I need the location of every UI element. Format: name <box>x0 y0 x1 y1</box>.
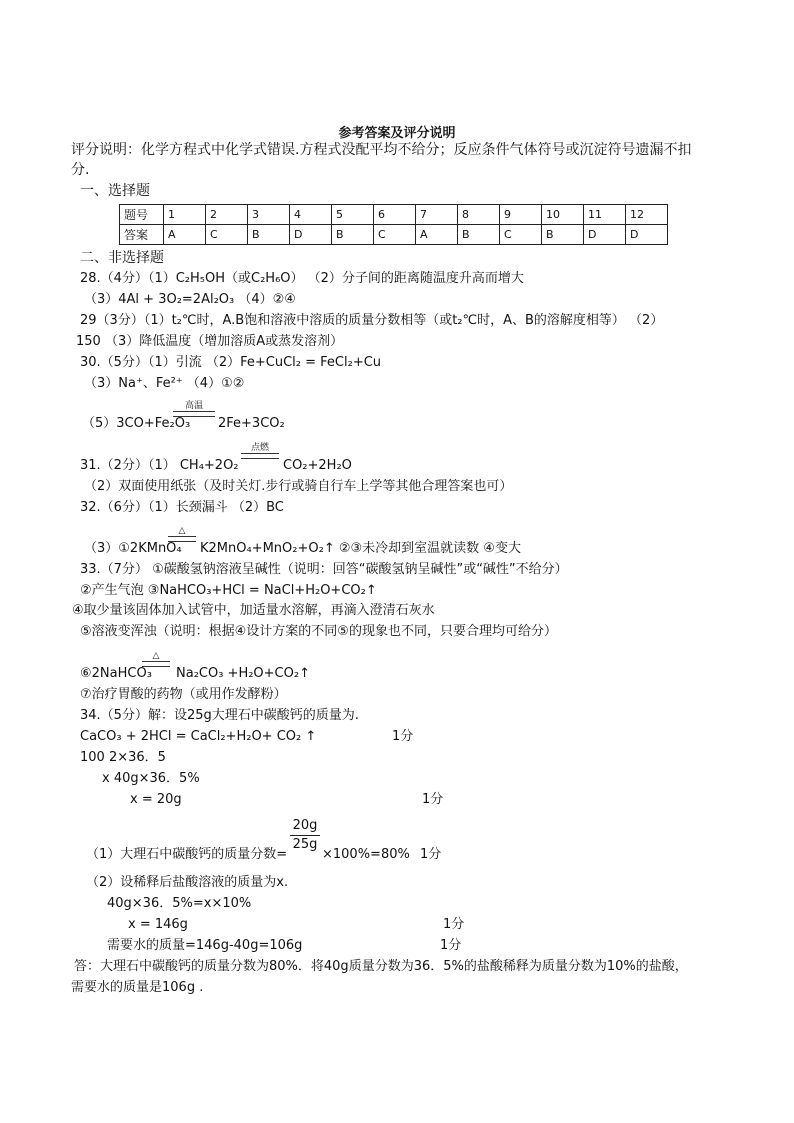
table-cell: C <box>206 225 248 245</box>
table-row-answers <box>120 225 668 245</box>
scoring-note-line2: 分. <box>71 162 90 178</box>
table-cell: D <box>584 225 626 245</box>
q34-equation: CaCO₃ + 2HCl = CaCl₂+H₂O+ CO₂ ↑ <box>80 729 317 744</box>
table-cell: D <box>290 225 332 245</box>
q34-ratio2: x 40g×36．5% <box>102 771 200 786</box>
q34-water: 需要水的质量=146g-40g=106g <box>107 938 303 953</box>
q29-line2: 150 （3）降低温度（增加溶质A或蒸发溶剂） <box>76 334 344 349</box>
q34-score3: 1分 <box>420 847 442 862</box>
q29-line1: 29（3分）（1）t₂℃时，A.B饱和溶液中溶质的质量分数相等（或t₂℃时，A、B的溶解度相等） （2） <box>80 313 664 328</box>
table-cell: 2 <box>206 205 248 225</box>
final-answer-line2: 需要水的质量是106g . <box>71 980 204 995</box>
q34-score1: 1分 <box>392 729 414 744</box>
q28-line1: 28.（4分）（1）C₂H₅OH（或C₂H₆O） （2）分子间的距离随温度升高而增大 <box>80 271 524 286</box>
table-cell: 12 <box>626 205 668 225</box>
section2-heading: 二、非选择题 <box>80 250 164 266</box>
q31-eq-right: CO₂+2H₂O <box>283 458 352 473</box>
q34-score5: 1分 <box>440 938 462 953</box>
table-cell: B <box>332 225 374 245</box>
q31-eq-left: 31.（2分）（1） CH₄+2O₂ <box>80 458 239 473</box>
q32-eq-left: （3）①2KMnO₄ <box>84 541 182 556</box>
q30-eq5-left: （5）3CO+Fe₂O₃ <box>82 416 191 431</box>
table-row-numbers <box>120 205 668 225</box>
fraction-denominator: 25g <box>292 837 318 852</box>
table-cell: 3 <box>248 205 290 225</box>
answer-table <box>119 204 668 245</box>
q33-eq-right: Na₂CO₃ +H₂O+CO₂↑ <box>176 666 310 681</box>
q33-line4: ⑤溶液变浑浊（说明：根据④设计方案的不同⑤的现象也不同，只要合理均可给分） <box>80 624 557 639</box>
table-cell: 7 <box>416 205 458 225</box>
q33-eq-left: ⑥2NaHCO₃ <box>80 666 152 681</box>
table-cell: C <box>500 225 542 245</box>
table-cell: B <box>542 225 584 245</box>
q31-condition-ignite: 点燃 <box>250 443 269 453</box>
q34-score2: 1分 <box>422 792 444 807</box>
q33-line6: ⑦治疗胃酸的药物（或用作发酵粉） <box>80 687 287 702</box>
final-answer-line1: 答：大理石中碳酸钙的质量分数为80%．将40g质量分数为36．5%的盐酸稀释为质量分数为10%的盐酸， <box>74 959 688 974</box>
table-cell: D <box>626 225 668 245</box>
table-cell: 5 <box>332 205 374 225</box>
q30-condition-high-temp: 高温 <box>184 401 203 411</box>
q34-score4: 1分 <box>443 917 465 932</box>
q34-part1-right: ×100%=80% <box>322 847 410 862</box>
scoring-note-line1: 评分说明：化学方程式中化学式错误.方程式没配平均不给分；反应条件气体符号或沉淀符号遗漏不扣 <box>71 142 692 158</box>
table-cell: B <box>458 225 500 245</box>
q28-line2: （3）4Al + 3O₂=2Al₂O₃ （4）②④ <box>84 292 296 307</box>
table-cell: 4 <box>290 205 332 225</box>
table-cell: 9 <box>500 205 542 225</box>
q30-line1: 30.（5分）（1）引流 （2）Fe+CuCl₂ = FeCl₂+Cu <box>80 355 382 370</box>
q33-line3: ④取少量该固体加入试管中，加适量水溶解，再滴入澄清石灰水 <box>72 603 435 618</box>
table-cell: 8 <box>458 205 500 225</box>
q34-eq2: 40g×36．5%=x×10% <box>107 896 252 911</box>
q33-condition-heat: △ <box>152 651 160 661</box>
q34-part2: （2）设稀释后盐酸溶液的质量为x. <box>86 875 289 890</box>
q34-ratio1: 100 2×36．5 <box>80 750 166 765</box>
table-cell: A <box>416 225 458 245</box>
table-cell: 11 <box>584 205 626 225</box>
table-cell: A <box>164 225 206 245</box>
q34-result2: x = 146g <box>128 917 188 932</box>
q34-part1-left: （1）大理石中碳酸钙的质量分数= <box>86 847 288 862</box>
table-cell: 10 <box>542 205 584 225</box>
fraction-line <box>290 835 320 836</box>
q33-line1: 33.（7分） ①碳酸氢钠溶液呈碱性（说明：回答“碳酸氢钠呈碱性”或“碱性”不给分） <box>80 562 568 577</box>
q33-line2: ②产生气泡 ③NaHCO₃+HCl = NaCl+H₂O+CO₂↑ <box>80 583 377 598</box>
table-cell: C <box>374 225 416 245</box>
q31-line2: （2）双面使用纸张（及时关灯.步行或骑自行车上学等其他合理答案也可） <box>84 479 513 494</box>
q30-eq5-right: 2Fe+3CO₂ <box>218 416 285 431</box>
q34-result1: x = 20g <box>130 792 182 807</box>
table-cell: 6 <box>374 205 416 225</box>
section1-heading: 一、选择题 <box>80 183 150 199</box>
table-cell: 1 <box>164 205 206 225</box>
q32-line1: 32.（6分）（1）长颈漏斗 （2）BC <box>80 500 284 515</box>
row-label-number: 题号 <box>120 205 164 225</box>
q31-reaction-bar <box>241 453 279 459</box>
q30-line2: （3）Na⁺、Fe²⁺ （4）①② <box>84 376 245 391</box>
q32-condition-heat: △ <box>178 526 186 536</box>
q34-line1: 34.（5分）解：设25g大理石中碳酸钙的质量为. <box>80 708 359 723</box>
row-label-answer: 答案 <box>120 225 164 245</box>
fraction-numerator: 20g <box>292 818 318 833</box>
q32-eq-right: K2MnO₄+MnO₂+O₂↑ ②③未冷却到室温就读数 ④变大 <box>200 541 521 556</box>
q34-fraction <box>290 818 320 853</box>
page-title: 参考答案及评分说明 <box>338 126 456 141</box>
table-cell: B <box>248 225 290 245</box>
